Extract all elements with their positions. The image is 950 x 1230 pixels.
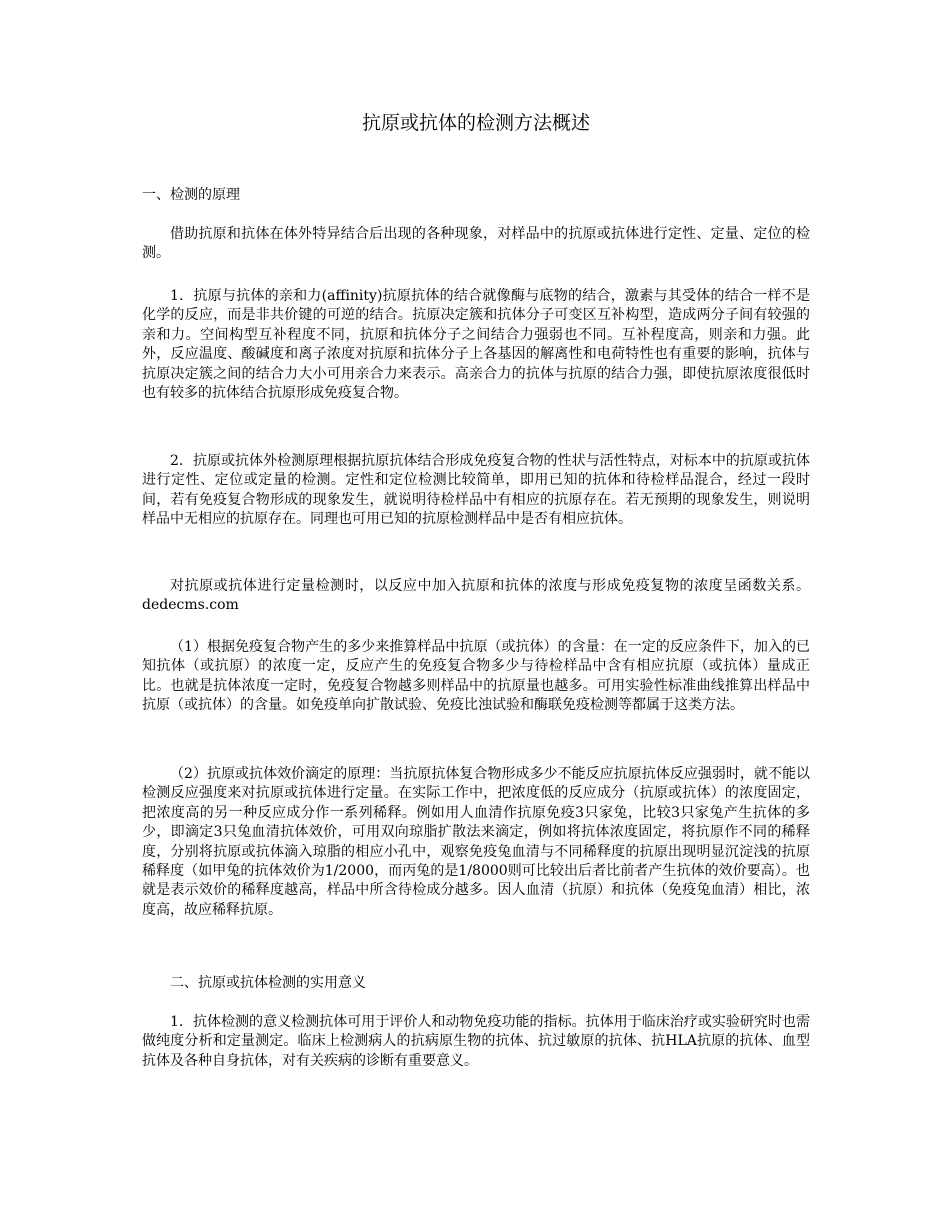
paragraph-antibody-significance: 1．抗体检测的意义检测抗体可用于评价人和动物免疫功能的指标。抗体用于临床治疗或实验研究时也需做纯度分析和定量测定。临床上检测病人的抗病原生物的抗体、抗过敏原的抗体、抗HLA抗原的抗体、血型抗体及各种自身抗体，对有关疾病的诊断有重要意义。 — [142, 1014, 810, 1069]
paragraph-immune-complex: （1）根据免疫复合物产生的多少来推算样品中抗原（或抗体）的含量：在一定的反应条件下，加入的已知抗体（或抗原）的浓度一定，反应产生的免疫复合物多少与待检样品中含有相应抗原（或抗体）量成正比。也就是抗体浓度一定时，免疫复合物越多则样品中的抗原量也越多。可用实验性标准曲线推算出样品中抗原（或抗体）的含量。如免疫单向扩散试验、免疫比浊试验和酶联免疫检测等都属于这类方法。 — [142, 639, 810, 714]
paragraph-titer: （2）抗原或抗体效价滴定的原理：当抗原抗体复合物形成多少不能反应抗原抗体反应强弱时，就不能以检测反应强度来对抗原或抗体进行定量。在实际工作中，把浓度低的反应成分（抗原或抗体）的浓度固定，把浓度高的另一种反应成分作一系列稀释。例如用人血清作抗原免疫3只家兔，比较3只家兔产生抗体的多少，即滴定3只兔血清抗体效价，可用双向琼脂扩散法来滴定，例如将抗体浓度固定，将抗原作不同的稀释度，分别将抗原或抗体滴入琼脂的相应小孔中，观察免疫兔血清与不同稀释度的抗原出现明显沉淀浅的抗原稀释度（如甲兔的抗体效价为1/2000，而丙兔的是1/8000则可比较出后者比前者产生抗体的效价要高）。也就是表示效价的稀释度越高，样品中所含待检成分越多。因人血清（抗原）和抗体（免疫兔血清）相比，浓度高，故应稀释抗原。 — [142, 766, 810, 918]
section-heading-principle: 一、检测的原理 — [142, 187, 240, 203]
paragraph-intro: 借助抗原和抗体在体外特异结合后出现的各种现象，对样品中的抗原或抗体进行定性、定量、定位的检测。 — [142, 226, 810, 262]
section-heading-significance: 二、抗原或抗体检测的实用意义 — [170, 975, 366, 991]
paragraph-quantitative: 对抗原或抗体进行定量检测时，以反应中加入抗原和抗体的浓度与形成免疫复物的浓度呈函数关系。 dedecms.com — [142, 578, 810, 614]
paragraph-detection-principle: 2．抗原或抗体外检测原理根据抗原抗体结合形成免疫复合物的性状与活性特点，对标本中的抗原或抗体进行定性、定位或定量的检测。定性和定位检测比较简单，即用已知的抗体和待检样品混合，经过一段时间，若有免疫复合物形成的现象发生，就说明待检样品中有相应的抗原存在。若无预期的现象发生，则说明样品中无相应的抗原存在。同理也可用已知的抗原检测样品中是否有相应抗体。 — [142, 453, 810, 528]
paragraph-affinity: 1．抗原与抗体的亲和力(affinity)抗原抗体的结合就像酶与底物的结合，激素与其受体的结合一样不是化学的反应，而是非共价键的可逆的结合。抗原决定簇和抗体分子可变区互补构型，造成两分子间有较强的亲和力。空间构型互补程度不同，抗原和抗体分子之间结合力强弱也不同。互补程度高，则亲和力强。此外，反应温度、酸碱度和离子浓度对抗原和抗体分子上各基因的解离性和电荷特性也有重要的影响，抗体与抗原决定簇之间的结合力大小可用亲合力来表示。高亲合力的抗体与抗原的结合力强，即使抗原浓度很低时也有较多的抗体结合抗原形成免疫复合物。 — [142, 288, 810, 402]
document-title: 抗原或抗体的检测方法概述 — [361, 112, 590, 134]
